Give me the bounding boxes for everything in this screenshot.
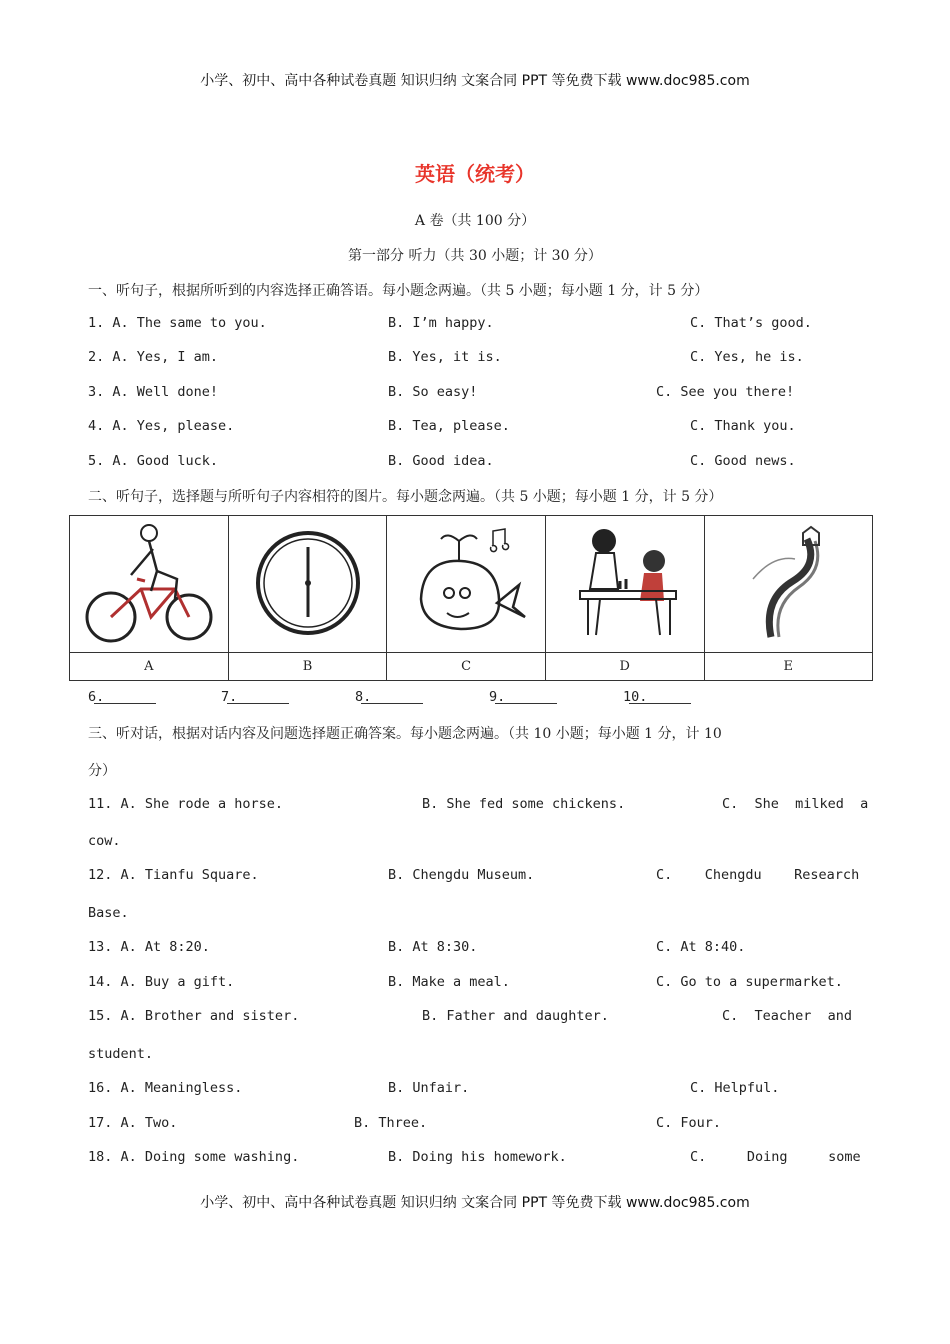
option-c: C. Teacher and — [722, 1008, 853, 1024]
option-b: B. Doing his homework. — [388, 1149, 567, 1165]
option-a: 15. A. Brother and sister. — [88, 1008, 300, 1024]
option-c: C. Doing some — [690, 1149, 861, 1165]
option-c: C. Four. — [656, 1115, 722, 1131]
option-c-cont: cow. — [88, 833, 121, 849]
page-footer: 小学、初中、高中各种试卷真题 知识归纳 文案合同 PPT 等免费下载 www.doc985.com — [200, 1195, 750, 1211]
chess-players-image — [560, 519, 690, 645]
answer-line[interactable] — [94, 689, 156, 704]
option-c: C. Yes, he is. — [690, 349, 804, 365]
option-b: B. Three. — [354, 1115, 428, 1131]
clock-image — [243, 519, 373, 645]
page-header: 小学、初中、高中各种试卷真题 知识归纳 文案合同 PPT 等免费下载 www.doc985.com — [200, 73, 750, 89]
option-c-cont: student. — [88, 1046, 154, 1062]
option-c: C. Helpful. — [690, 1080, 780, 1096]
option-c: C. Go to a supermarket. — [656, 974, 843, 990]
option-b: B. She fed some chickens. — [422, 796, 626, 812]
whale-image — [401, 519, 531, 645]
option-b: B. So easy! — [388, 384, 478, 400]
option-a: 2. A. Yes, I am. — [88, 349, 219, 365]
option-a: 4. A. Yes, please. — [88, 418, 235, 434]
blank-number: 10. — [623, 689, 648, 705]
option-a: 17. A. Two. — [88, 1115, 178, 1131]
picture-label-a: A — [70, 653, 229, 681]
option-b: B. Tea, please. — [388, 418, 510, 434]
option-c: C. Thank you. — [690, 418, 796, 434]
option-b: B. At 8:30. — [388, 939, 478, 955]
bicycle-rider-image — [79, 519, 219, 645]
option-b: B. Yes, it is. — [388, 349, 502, 365]
blank-number: 9. — [489, 689, 506, 705]
answer-line[interactable] — [227, 689, 289, 704]
exam-title: 英语（统考） — [415, 162, 535, 186]
part-heading: 第一部分 听力（共 30 小题；计 30 分） — [348, 248, 602, 264]
answer-line[interactable] — [495, 689, 557, 704]
section-1-instructions: 一、听句子，根据所听到的内容选择正确答语。每小题念两遍。（共 5 小题；每小题 1 分，计 5 分） — [88, 283, 709, 299]
blank-number: 6. — [88, 689, 105, 705]
option-b: B. Make a meal. — [388, 974, 510, 990]
option-c: C. Good news. — [690, 453, 796, 469]
blank-number: 7. — [221, 689, 238, 705]
section-3-instructions-cont: 分） — [88, 763, 116, 779]
option-a: 1. A. The same to you. — [88, 315, 267, 331]
option-a: 12. A. Tianfu Square. — [88, 867, 259, 883]
option-b: B. Good idea. — [388, 453, 494, 469]
option-b: B. Unfair. — [388, 1080, 470, 1096]
option-c-cont: Base. — [88, 905, 129, 921]
section-2-instructions: 二、听句子，选择题与所听句子内容相符的图片。每小题念两遍。（共 5 小题；每小题 1 分，计 5 分） — [88, 489, 723, 505]
option-b: B. Father and daughter. — [422, 1008, 609, 1024]
volume-heading: A 卷（共 100 分） — [414, 213, 536, 229]
option-a: 16. A. Meaningless. — [88, 1080, 243, 1096]
picture-table — [69, 515, 873, 681]
option-a: 5. A. Good luck. — [88, 453, 219, 469]
picture-cell-d — [545, 516, 704, 653]
option-b: B. Chengdu Museum. — [388, 867, 535, 883]
great-wall-image — [723, 519, 853, 645]
picture-cell-b — [228, 516, 387, 653]
picture-label-d: D — [545, 653, 704, 681]
option-a: 13. A. At 8:20. — [88, 939, 210, 955]
picture-label-e: E — [704, 653, 872, 681]
answer-line[interactable] — [361, 689, 423, 704]
option-a: 14. A. Buy a gift. — [88, 974, 235, 990]
picture-cell-e — [704, 516, 872, 653]
option-a: 11. A. She rode a horse. — [88, 796, 284, 812]
option-b: B. I’m happy. — [388, 315, 494, 331]
option-a: 3. A. Well done! — [88, 384, 219, 400]
picture-cell-a — [70, 516, 229, 653]
picture-label-b: B — [228, 653, 387, 681]
picture-cell-c — [387, 516, 546, 653]
option-c: C. At 8:40. — [656, 939, 746, 955]
option-a: 18. A. Doing some washing. — [88, 1149, 300, 1165]
option-c: C. She milked a — [722, 796, 869, 812]
option-c: C. Chengdu Research — [656, 867, 860, 883]
option-c: C. See you there! — [656, 384, 795, 400]
answer-line[interactable] — [629, 689, 691, 704]
option-c: C. That’s good. — [690, 315, 812, 331]
blank-number: 8. — [355, 689, 372, 705]
picture-label-c: C — [387, 653, 546, 681]
section-3-instructions: 三、听对话，根据对话内容及问题选择题正确答案。每小题念两遍。（共 10 小题；每小题 1 分，计 10 — [88, 726, 722, 742]
